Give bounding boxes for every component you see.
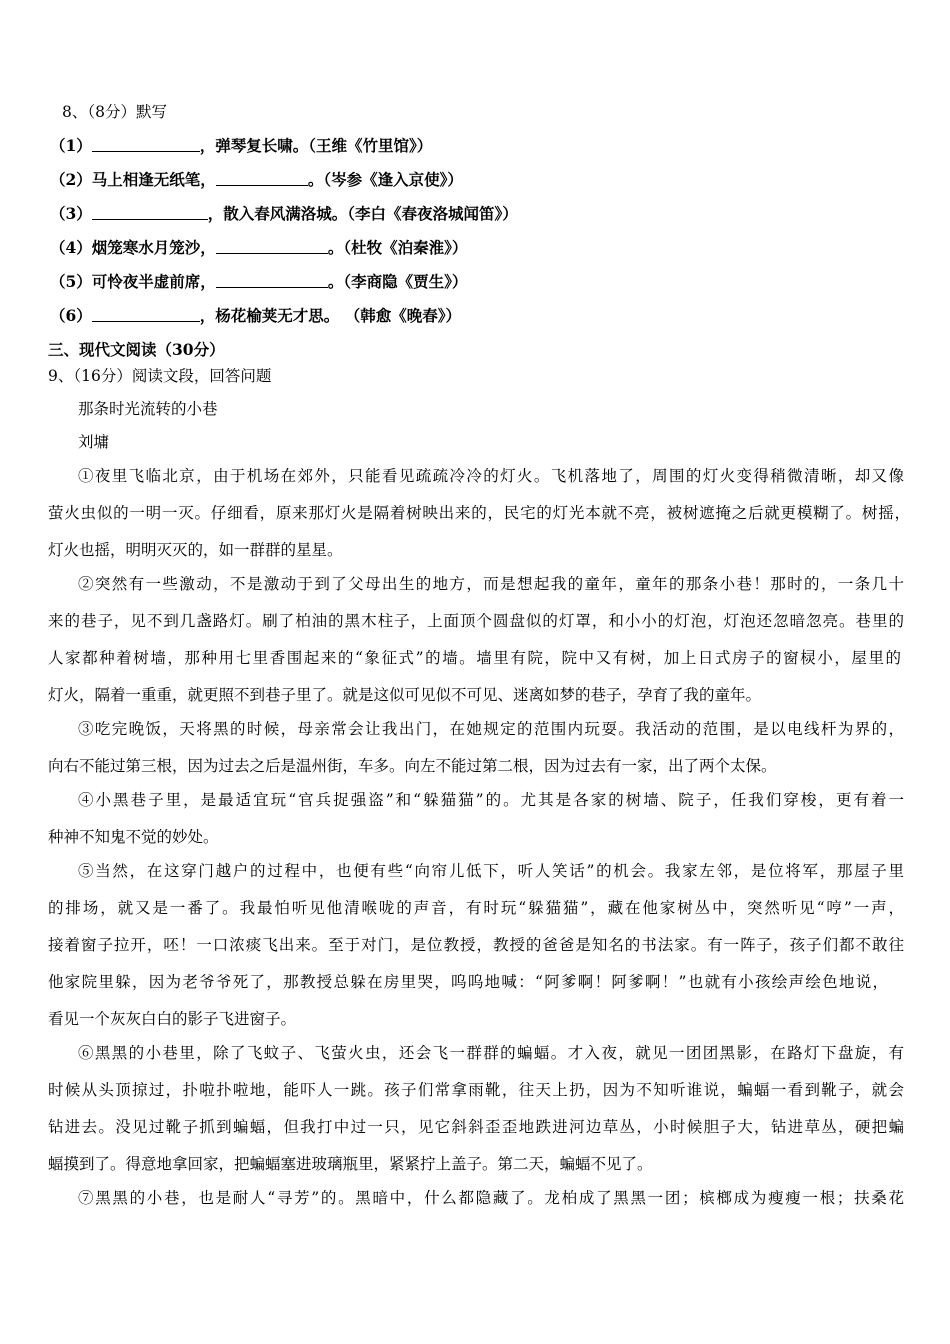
q8-item-text: 。（杜牧《泊秦淮》） — [327, 238, 468, 257]
q8-header — [62, 102, 167, 122]
article-author-text: 刘墉 — [78, 433, 110, 451]
q8-item — [50, 272, 467, 292]
paragraph-line: ⑦黑黑的小巷，也是耐人“寻芳”的。黑暗中，什么都隐藏了。龙柏成了黑黑一团；槟榔成为瘦瘦一根；扶桑花 — [78, 1189, 904, 1207]
section-title-text: 三、现代文阅读（30分） — [48, 340, 225, 359]
paragraph-line: 钻进去。没见过靴子抓到蝙蝠，但我打中过一只，见它斜斜歪歪地跌进河边草丛，小时候胆子大，钻进草丛，硬把蝙 — [48, 1118, 904, 1136]
q8-item-text: 可怜夜半虚前席， — [91, 272, 216, 291]
q8-item-text: ，弹琴复长啸。（王维《竹里馆》） — [199, 136, 433, 155]
paragraph-line: ②突然有一些激动，不是激动于到了父母出生的地方，而是想起我的童年，童年的那条小巷！那时的，一条几十 — [78, 575, 904, 593]
answer-blank[interactable] — [92, 204, 208, 220]
paragraph-line: 来的巷子，见不到几盏路灯。刷了柏油的黑木柱子，上面顶个圆盘似的灯罩，和小小的灯泡，灯泡还忽暗忽亮。巷里的 — [48, 612, 904, 630]
q9-header — [48, 366, 271, 386]
q8-item-number: （3） — [50, 204, 92, 223]
q8-item-text: ，杨花榆荚无才思。 （韩愈《晚春》） — [199, 306, 461, 325]
q8-item-text: 。（岑参《逢入京使》） — [307, 170, 463, 189]
article-author — [78, 432, 109, 452]
answer-blank[interactable] — [216, 272, 328, 288]
paragraph-line: 萤火虫似的一明一灭。仔细看，原来那灯火是隔着树映出来的，民宅的灯光本就不亮，被树遮掩之后就更模糊了。树摇， — [48, 504, 910, 522]
q8-item — [50, 136, 432, 156]
q8-item-text: ，散入春风满洛城。（李白《春夜洛城闻笛》） — [207, 204, 518, 223]
paragraph-line: 向右不能过第三根，因为过去之后是温州街，车多。向左不能过第二根，因为过去有一家，出了两个太保。 — [48, 757, 777, 775]
paragraph-line: ⑥黑黑的小巷里，除了飞蚊子、飞萤火虫，还会飞一群群的蝙蝠。才入夜，就见一团团黑影，在路灯下盘旋，有 — [78, 1044, 904, 1062]
article-title-text: 那条时光流转的小巷 — [78, 400, 218, 418]
q8-item-number: （5） — [50, 272, 92, 291]
q8-item-number: （6） — [50, 306, 92, 325]
paragraph-line: 人家都种着树墙，那种用七里香围起来的“象征式”的墙。墙里有院，院中又有树，加上日式房子的窗棂小，屋里的 — [48, 649, 901, 667]
paragraph-line: ④小黑巷子里，是最适宜玩“官兵捉强盗”和“躲猫猫”的。尤其是各家的树墙、院子，任我们穿梭，更有着一 — [78, 791, 904, 809]
q8-item-text: 。（李商隐《贾生》） — [327, 272, 468, 291]
q8-item — [50, 170, 463, 190]
paragraph-line: 他家院里躲，因为老爷爷死了，那教授总躲在房里哭，呜呜地喊：“阿爹啊！阿爹啊！”也就有小孩绘声绘色地说， — [48, 973, 888, 991]
q8-item-text: 烟笼寒水月笼沙， — [91, 238, 216, 257]
answer-blank[interactable] — [216, 238, 328, 254]
paragraph-line: 接着窗子拉开，呸！一口浓痰飞出来。至于对门，是位教授，教授的爸爸是知名的书法家。有一阵子，孩子们都不敢往 — [48, 936, 904, 954]
paragraph-line: 蝠摸到了。得意地拿回家，把蝙蝠塞进玻璃瓶里，紧紧拧上盖子。第二天，蝙蝠不见了。 — [48, 1155, 653, 1173]
q8-item — [50, 306, 461, 326]
answer-blank[interactable] — [216, 170, 308, 186]
q8-item — [50, 204, 518, 224]
q8-header-text: 8、（8分）默写 — [62, 103, 167, 121]
q8-item — [50, 238, 467, 258]
paragraph-line: ①夜里飞临北京，由于机场在郊外，只能看见疏疏冷冷的灯火。飞机落地了，周围的灯火变得稍微清晰，却又像 — [78, 467, 904, 485]
paragraph-line: 灯火也摇，明明灭灭的，如一群群的星星。 — [48, 541, 343, 559]
paragraph-line: 时候从头顶掠过，扑啦扑啦地，能吓人一跳。孩子们常拿雨靴，往天上扔，因为不知听谁说，蝙蝠一看到靴子，就会 — [48, 1081, 904, 1099]
q8-item-number: （4） — [50, 238, 92, 257]
paragraph-line: 灯火，隔着一重重，就更照不到巷子里了。就是这似可见似不可见、迷离如梦的巷子，孕育了我的童年。 — [48, 686, 762, 704]
answer-blank[interactable] — [92, 306, 200, 322]
q8-item-text: 马上相逢无纸笔， — [91, 170, 216, 189]
q9-header-text: 9、（16分）阅读文段，回答问题 — [48, 367, 272, 385]
paragraph-line: ⑤当然，在这穿门越户的过程中，也便有些“向帘儿低下，听人笑话”的机会。我家左邻，是位将军，那屋子里 — [78, 862, 904, 880]
answer-blank[interactable] — [92, 136, 200, 152]
paragraph-line: 种神不知鬼不觉的妙处。 — [48, 828, 219, 846]
paragraph-line: ③吃完晚饭，天将黑的时候，母亲常会让我出门，在她规定的范围内玩耍。我活动的范围，是以电线杆为界的， — [78, 720, 904, 738]
section-title — [48, 340, 225, 360]
paragraph-line: 的排场，就又是一番了。我最怕听见他清喉咙的声音，有时玩“躲猫猫”，藏在他家树丛中，突然听见“哼”一声， — [48, 899, 904, 917]
article-title — [78, 399, 218, 419]
q8-item-number: （1） — [50, 136, 92, 155]
q8-item-number: （2） — [50, 170, 92, 189]
paragraph-line: 看见一个灰灰白白的影子飞进窗子。 — [48, 1010, 297, 1028]
